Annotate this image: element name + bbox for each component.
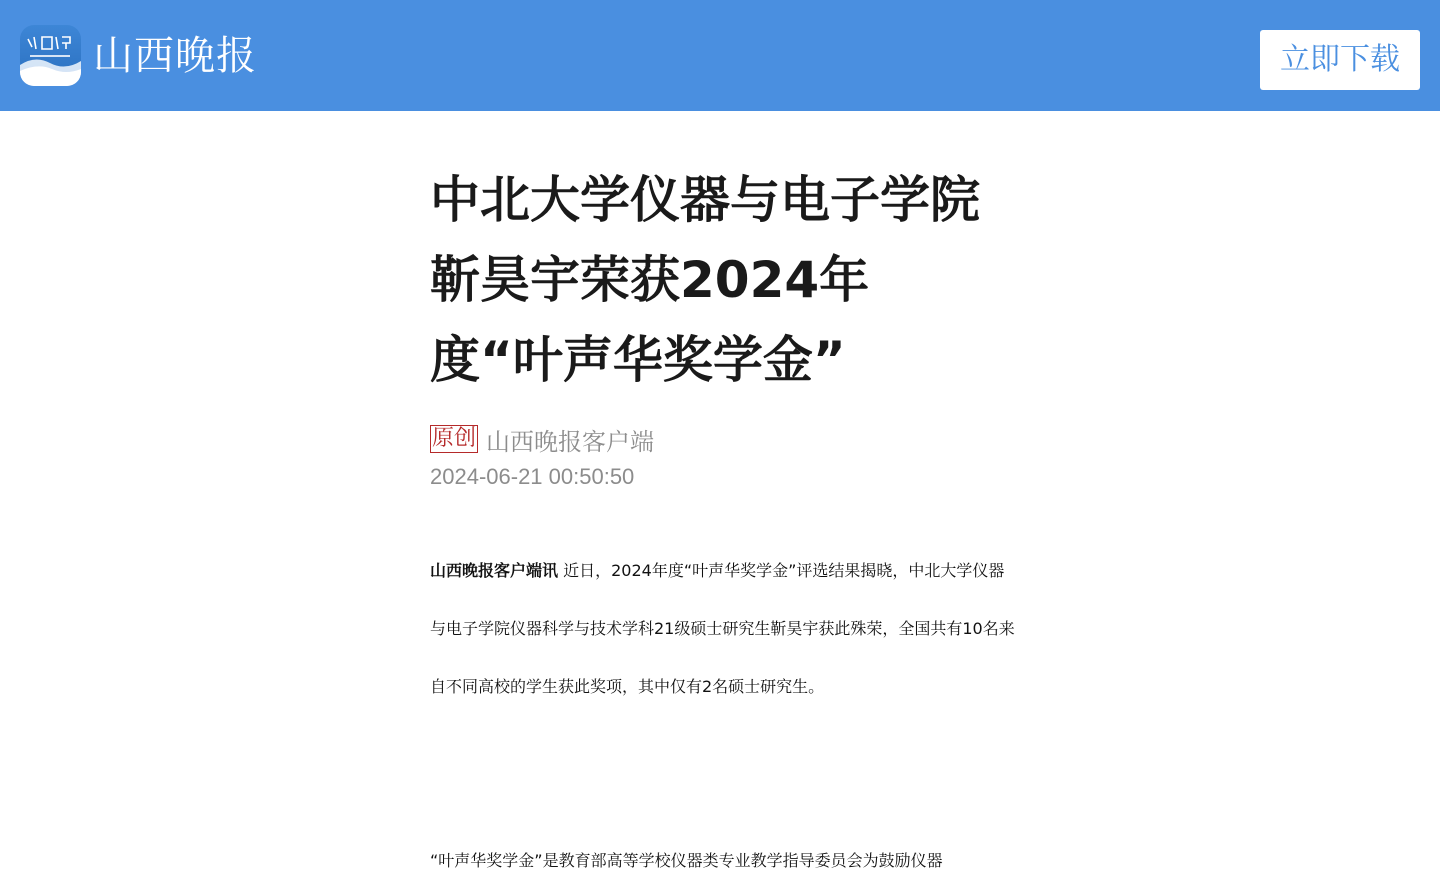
shanxi-wanbao-logo-icon[interactable]	[20, 25, 81, 86]
app-header	[0, 0, 1440, 111]
article-body	[430, 542, 1020, 890]
download-button[interactable]: 立即下载	[1260, 30, 1420, 90]
article-source: 山西晚报客户端	[486, 427, 655, 456]
paragraph	[430, 542, 1020, 716]
original-badge: 原创	[432, 426, 477, 451]
paragraph: “叶声华奖学金”是教育部高等学校仪器类专业教学指导委员会为鼓励仪器	[430, 851, 943, 870]
paragraph-text: 近日，2024年度“叶声华奖学金”评选结果揭晓，中北大学仪器与电子学院仪器科学与技术学科21级硕士研究生靳昊宇获此殊荣，全国共有10名来自不同高校的学生获此奖项，其中仅有2名硕士研究生。	[430, 561, 1015, 696]
article-timestamp: 2024-06-21 00:50:50	[430, 464, 635, 489]
paragraph-spacer	[430, 716, 1020, 832]
article	[430, 160, 1020, 890]
article-title: 中北大学仪器与电子学院靳昊宇荣获2024年度“叶声华奖学金”	[430, 171, 980, 389]
app-name: 山西晚报	[93, 33, 257, 79]
article-meta	[430, 422, 1020, 456]
paragraph-lead: 山西晚报客户端讯	[430, 561, 559, 580]
